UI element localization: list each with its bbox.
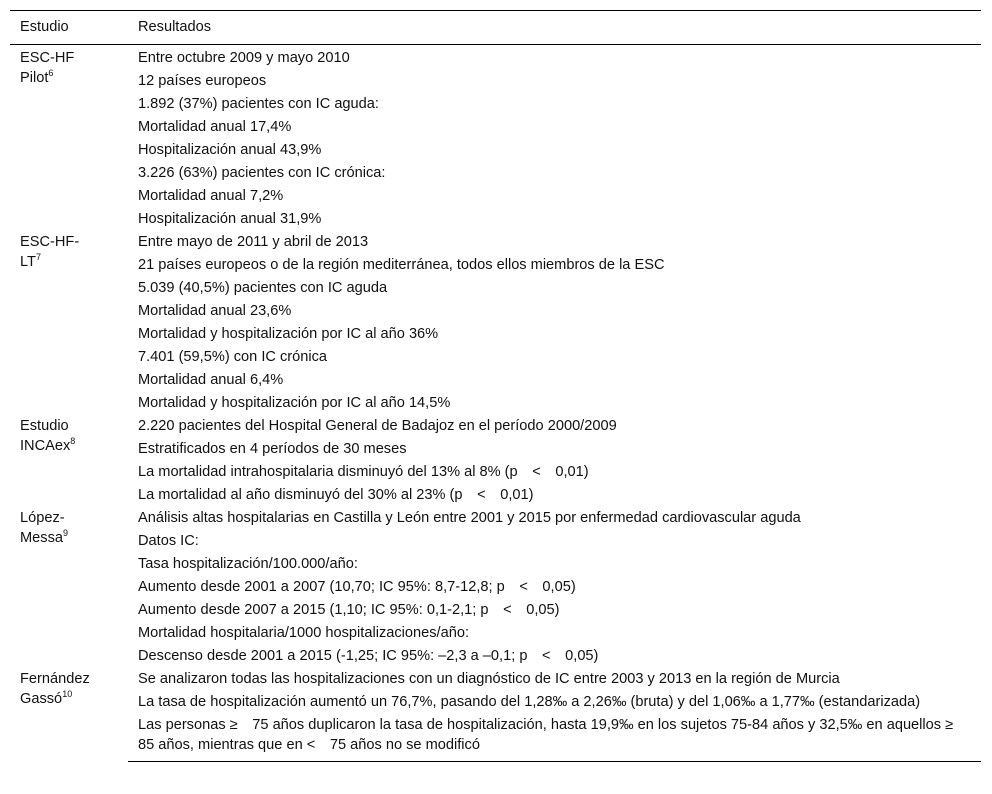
table-row [10,276,981,299]
reference-number: 10 [62,689,73,700]
table-row [10,368,981,391]
table-row [10,69,981,92]
table-row [10,92,981,115]
table-body [10,45,981,762]
study-name-line2: LT [20,254,36,270]
table-row [10,483,981,506]
reference-number: 9 [62,528,68,539]
table-row [10,161,981,184]
result-cell: Mortalidad anual 7,2% [138,188,284,204]
result-cell: Mortalidad hospitalaria/1000 hospitalizaciones/año: [138,625,470,641]
reference-number: 8 [70,436,76,447]
table-row [10,621,981,644]
table-row [10,506,981,529]
header-estudio: Estudio [10,11,128,45]
study-name-line1: López- [20,510,65,526]
result-cell: Aumento desde 2001 a 2007 (10,70; IC 95%: 8,7-12,8; p < 0,05) [138,579,576,595]
result-cell: Tasa hospitalización/100.000/año: [138,556,358,572]
table-row [10,644,981,667]
result-cell: Entre mayo de 2011 y abril de 2013 [138,234,369,250]
study-name-line2: Messa [20,530,63,546]
result-cell: Mortalidad anual 17,4% [138,119,292,135]
study-name-line2: INCAex [20,438,71,454]
result-cell: 7.401 (59,5%) con IC crónica [138,349,328,365]
table-row [10,529,981,552]
table-row [10,45,981,70]
table-row [10,299,981,322]
table-row [10,690,981,713]
result-cell: Mortalidad y hospitalización por IC al año 36% [138,326,439,342]
result-cell: La mortalidad intrahospitalaria disminuyó del 13% al 8% (p < 0,01) [138,464,589,480]
study-name-cell [10,414,128,506]
table-row [10,713,981,762]
result-cell: 3.226 (63%) pacientes con IC crónica: [138,165,386,181]
result-cell: Mortalidad anual 6,4% [138,372,284,388]
result-cell: Datos IC: [138,533,199,549]
table-row [10,322,981,345]
results-table-container [10,10,981,762]
result-cell: La tasa de hospitalización aumentó un 76,7%, pasando del 1,28‰ a 2,26‰ (bruta) y del 1,06‰ a 1,77‰ (estandarizada) [138,694,921,710]
result-cell: Hospitalización anual 31,9% [138,211,322,227]
study-name-line1: Estudio [20,418,69,434]
table-row [10,391,981,414]
result-cell: 1.892 (37%) pacientes con IC aguda: [138,96,379,112]
table-row [10,345,981,368]
table-row [10,437,981,460]
result-cell: 5.039 (40,5%) pacientes con IC aguda [138,280,388,296]
result-cell: Mortalidad anual 23,6% [138,303,292,319]
result-cell: La mortalidad al año disminuyó del 30% al 23% (p < 0,01) [138,487,534,503]
study-name-cell [10,667,128,762]
result-cell: Las personas ≥ 75 años duplicaron la tasa de hospitalización, hasta 19,9‰ en los sujetos 75-84 años y 32,5‰ en aquellos ≥ 85 años, mientras que en < 75 años no se modificó [128,713,981,762]
result-cell: Análisis altas hospitalarias en Castilla y León entre 2001 y 2015 por enfermedad cardiovascular aguda [138,510,801,526]
study-name-line1: ESC-HF [20,50,75,66]
study-name-cell [10,506,128,667]
results-table [10,10,981,762]
result-cell: Estratificados en 4 períodos de 30 meses [138,441,407,457]
table-row [10,253,981,276]
table-row [10,184,981,207]
result-cell: 12 países europeos [138,73,267,89]
study-name-line1: ESC-HF- [20,234,80,250]
table-row [10,552,981,575]
table-row [10,598,981,621]
table-row [10,115,981,138]
reference-number: 7 [35,252,41,263]
table-row [10,667,981,690]
result-cell: 2.220 pacientes del Hospital General de Badajoz en el período 2000/2009 [138,418,617,434]
study-name-cell [10,45,128,231]
result-cell: Entre octubre 2009 y mayo 2010 [138,50,350,66]
result-cell: Descenso desde 2001 a 2015 (-1,25; IC 95%: –2,3 a –0,1; p < 0,05) [138,648,599,664]
table-row [10,414,981,437]
result-cell: Hospitalización anual 43,9% [138,142,322,158]
header-resultados: Resultados [128,11,981,45]
study-name-line2: Pilot [20,70,49,86]
result-cell: Aumento desde 2007 a 2015 (1,10; IC 95%: 0,1-2,1; p < 0,05) [138,602,560,618]
header-row [10,11,981,45]
result-cell: Se analizaron todas las hospitalizaciones con un diagnóstico de IC entre 2003 y 2013 en la región de Murcia [138,671,840,687]
reference-number: 6 [48,68,54,79]
study-name-cell [10,230,128,414]
result-cell: 21 países europeos o de la región mediterránea, todos ellos miembros de la ESC [138,257,665,273]
table-row [10,207,981,230]
result-cell: Mortalidad y hospitalización por IC al año 14,5% [138,395,451,411]
table-row [10,460,981,483]
table-row [10,230,981,253]
study-name-line1: Fernández [20,671,90,687]
table-row [10,575,981,598]
study-name-line2: Gassó [20,691,63,707]
table-row [10,138,981,161]
